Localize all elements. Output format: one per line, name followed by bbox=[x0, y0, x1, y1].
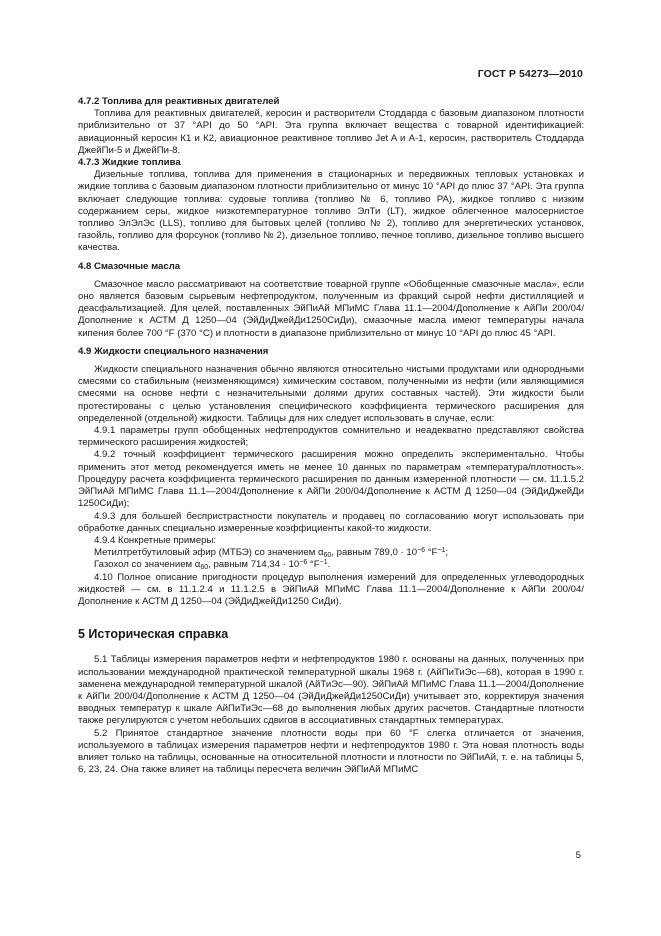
section-4-7-3-title: 4.7.3 Жидкие топлива bbox=[78, 157, 181, 169]
section-4-8-text: Смазочное масло рассматривают на соответствие товарной группе «Обобщенные смазочные масла», если оно является базовым сырьевым нефтепродуктом, полученным из фракций сырой нефти дистилляцией и деасфальтизацией. Для целей, поставленных ЭйПиАй МПиМС Глава 11.1—2004/Дополнение к АйПи 200/04/Дополнение к АСТМ Д 1250—04 (ЭйДиДжейДи1250СиДи), смазочные масла имеют температуры начала кипения более 700 °F (370 °С) и плотности в диапазоне приблизительно от минус 10 °API до плюс 45 °API. bbox=[78, 278, 584, 339]
section-4-9-title: 4.9 Жидкости специального назначения bbox=[78, 345, 269, 357]
clause-4-9-1: 4.9.1 параметры групп обобщенных нефтепродуктов сомнительно и неадекватно представляют свойства термического расширения жидкостей; bbox=[78, 425, 584, 449]
section-4-7-2-title: 4.7.2 Топлива для реактивных двигателей bbox=[78, 96, 280, 107]
clause-4-9-2: 4.9.2 точный коэффициент термического расширения можно определить экспериментально. Чтобы применить этот метод рекомендуется иметь не менее 10 данных по параметрам «температура/плотность». Процедуру расчета коэффициента термического расширения по данным измеренной плотности — см. 11.1.5.2 ЭйПиАй МПиМС Глава 11.1—2004/Дополнение к АйПи 200/04/Дополнение к АСТМ Д 1250—04 (ЭйДиДжейДи 1250СиДи); bbox=[78, 449, 584, 510]
page-number: 5 bbox=[575, 850, 581, 861]
section-4-7-3-text: Дизельные топлива, топлива для применения в стационарных и передвижных тепловых установках и жидкие топлива с базовым диапазоном плотности приблизительно от минус 10 °API до плюс 37 °API. Эта группа включает следующие топлива: судовые топлива (топливо № 6, топливо РА), жидкое топливо с низким содержанием серы, жидкое низкотемпературное топливо ЭлТи (LT), жидкое облегченное малосернистое топливо ЭлЭлЭс (LLS), топливо для бытовых целей (топливо № 2), топливо для энергетических установок, газойль, топливо для форсунок (топливо № 2), дизельное топливо, печное топливо, дизельное топливо высшего качества. bbox=[78, 169, 584, 254]
document-body bbox=[78, 96, 584, 776]
section-4-9-text: Жидкости специального назначения обычно являются относительно чистыми продуктами или однородными смесями со стабильным (неизменяющимся) химическим составом, полученными из нефти (или являющимися смесями на основе нефти с незначительными долями других составных частей). Эти жидкости были протестированы с целью установления специфического коэффициента термического расширения для определенной (отдельной) жидкости. Таблицы для них следует использовать в случае, если: bbox=[78, 364, 584, 424]
clause-5-2: 5.2 Принятое стандартное значение плотности воды при 60 °F слегка отличается от значения, используемого в таблицах измерения параметров нефти и нефтепродуктов 1980 г. Эта новая плотность воды влияет только на таблицы, основанные на относительной плотности и плотности по ЭйПиАй, т. е. на таблицы 5, 6, 23, 24. Она также влияет на таблицы пересчета величин ЭйПиАй МПиМС bbox=[78, 727, 584, 776]
example-mtbe: Метилтретбутиловый эфир (МТБЭ) со значением $\alpha_{60}$, равным $789,0 \cdot 10^{-6}$ $^\circ F^{-1}$; bbox=[94, 547, 449, 560]
clause-4-9-3: 4.9.3 для большей беспристрастности покупатель и продавец по согласованию могут использовать при обработке данных специально измеренные коэффициенты какой-то жидкости. bbox=[78, 510, 584, 534]
example-gasohol: Газохол со значением $\alpha_{60}$, равным $714,34 \cdot 10^{-6}$ $^\circ F^{-1}$. bbox=[94, 559, 331, 572]
clause-5-1: 5.1 Таблицы измерения параметров нефти и нефтепродуктов 1980 г. основаны на данных, полученных при использовании международной практической температурной шкалы 1968 г. (АйПиТиЭс—68), которая в 1990 г. заменена международной температурной шкалой (АйТиЭс—90). ЭйПиАй МПиМС Глава 11.1—2004/Дополнение к АйПи 200/04/Дополнение к АСТМ Д 1250—04 (ЭйДиДжейДи1250СиДи) учитывает это, корректируя значения вводных температур к шкале АйПиТиЭс—68 до выполнения любых других расчетов. Стандартные плотности также регулируются с учетом небольших сдвигов в ассоциативных стандартных температурах. bbox=[78, 654, 584, 727]
section-4-8-title: 4.8 Смазочные масла bbox=[78, 260, 181, 272]
section-4-7-2-text: Топлива для реактивных двигателей, керосин и растворители Стоддарда с базовым диапазоном плотности приблизительно от 37 °API до 50 °API. Эта группа включает вещества с товарной идентификацией: авиационный керосин К1 и К2, авиационное реактивное топливо Jet A и A-1, керосин, растворитель Стоддарда ДжейПи-5 и ДжейПи-8. bbox=[78, 108, 584, 156]
section-5-title: 5 Историческая справка bbox=[78, 627, 229, 642]
clause-4-9-4: 4.9.4 Конкретные примеры: bbox=[94, 534, 217, 546]
document-code: ГОСТ Р 54273—2010 bbox=[477, 68, 583, 80]
clause-4-10: 4.10 Полное описание пригодности процедур выполнения измерений для определенных углеводородных жидкостей — см. в 11.1.2.4 и 11.1.2.5 в ЭйПиАй МПиМС Глава 11.1—2004/Дополнение к АйПи 200/04/Дополнение к АСТМ Д 1250—04 (ЭйДиДжейДи1250 СиДи). bbox=[78, 571, 584, 607]
